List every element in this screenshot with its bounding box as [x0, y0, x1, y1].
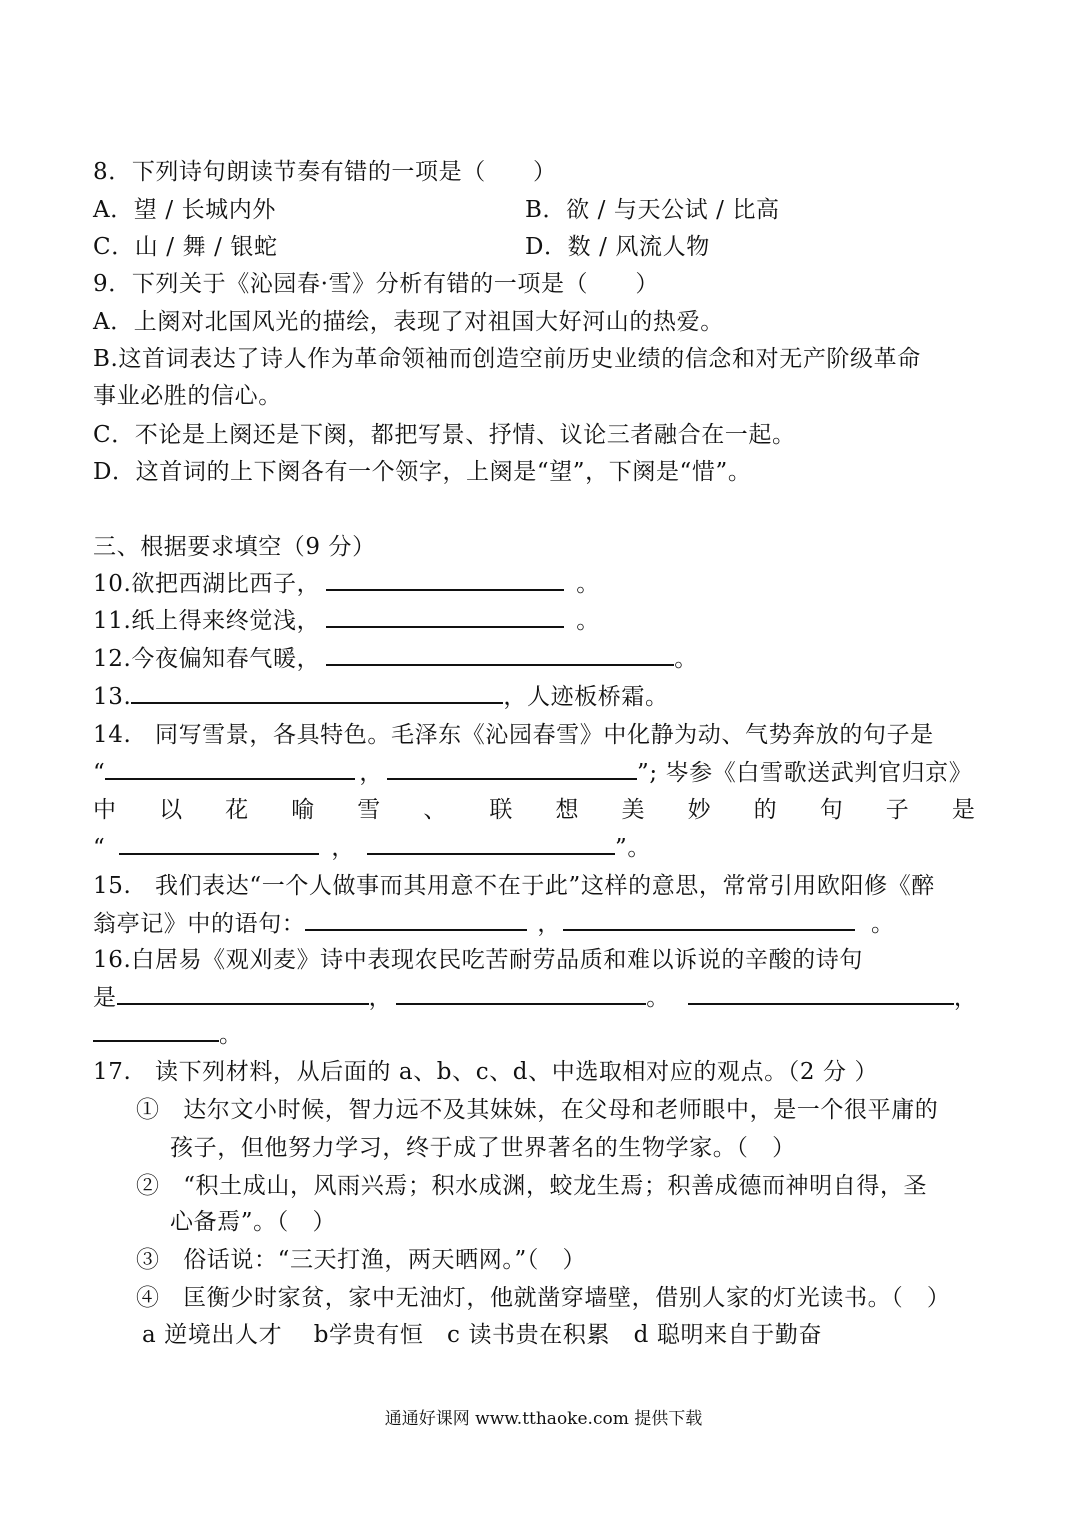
q9-stem: 9．下列关于《沁园春·雪》分析有错的一项是（ ） — [93, 271, 659, 297]
q13-end: ，人迹板桥霜。 — [503, 684, 669, 710]
q14-char: 是 — [951, 797, 975, 823]
q14-char: 以 — [159, 797, 183, 823]
q9-option-d: D．这首词的上下阕各有一个领字，上阕是“望”，下阕是“惜”。 — [93, 459, 752, 485]
q14-char: 花 — [225, 797, 249, 823]
q14-char: 子 — [885, 797, 909, 823]
q8-stem: 8．下列诗句朗读节奏有错的一项是（ ） — [93, 159, 557, 185]
q14-blank-4[interactable] — [367, 835, 615, 855]
q16-blank-3[interactable] — [688, 985, 954, 1005]
q13 — [93, 683, 669, 711]
q14-line4 — [93, 834, 651, 862]
q16-line3 — [93, 1021, 243, 1049]
q13-num: 13. — [93, 684, 132, 710]
q9-option-c: C．不论是上阕还是下阕，都把写景、抒情、议论三者融合在一起。 — [93, 422, 796, 448]
q12 — [93, 645, 698, 673]
q11-end: 。 — [576, 608, 600, 634]
q14-line1: 14. 同写雪景，各具特色。毛泽东《沁园春雪》中化静为动、气势奔放的句子是 — [93, 722, 934, 748]
q14-open-quote: “ — [93, 760, 106, 786]
q11 — [93, 607, 600, 635]
q17-stem: 17. 读下列材料，从后面的 a、b、c、d、中选取相对应的观点。（2 分 ） — [93, 1059, 879, 1085]
q15-line1: 15. 我们表达“一个人做事而其用意不在于此”这样的意思，常常引用欧阳修《醉 — [93, 873, 935, 899]
q14-comma-2: ， — [331, 835, 355, 861]
q16-blank-1[interactable] — [117, 985, 369, 1005]
q14-close-2: ”。 — [614, 835, 651, 861]
q13-blank[interactable] — [131, 684, 503, 704]
q8-option-row-1 — [93, 196, 780, 224]
q17-item-4: ④ 匡衡少时家贫，家中无油灯，他就凿穿墙壁，借别人家的灯光读书。（ ） — [136, 1285, 951, 1311]
q8-option-a: A．望 / 长城内外 — [93, 197, 276, 223]
q14-char: 美 — [621, 797, 645, 823]
q10-text: 10.欲把西湖比西子， — [93, 571, 321, 597]
q15-line2-text: 翁亭记》中的语句： — [93, 911, 306, 937]
q14-char: 喻 — [291, 797, 315, 823]
q8-option-c: C．山 / 舞 / 银蛇 — [93, 234, 278, 260]
page-footer: 通通好课网 www.tthaoke.com 提供下载 — [384, 1409, 703, 1429]
q16-period: 。 — [646, 985, 670, 1011]
q11-text: 11.纸上得来终觉浅， — [93, 608, 321, 634]
q8-option-d: D．数 / 风流人物 — [525, 234, 710, 260]
q14-char: 联 — [489, 797, 513, 823]
q15-end: 。 — [871, 911, 895, 937]
q14-char: 雪 — [357, 797, 381, 823]
q9-option-b-line1: B.这首词表达了诗人作为革命领袖而创造空前历史业绩的信念和对无产阶级革命 — [93, 346, 921, 372]
q14-char: 、 — [423, 797, 447, 823]
q14-blank-3[interactable] — [119, 835, 319, 855]
q14-char: 妙 — [687, 797, 711, 823]
q16-pre: 是 — [93, 985, 117, 1011]
q17-options: a 逆境出人才 b学贵有恒 c 读书贵在积累 d 聪明来自于勤奋 — [142, 1322, 823, 1348]
q17-item-2-line2: 心备焉”。（ ） — [170, 1209, 337, 1235]
section-3-title: 三、根据要求填空（9 分） — [93, 534, 376, 560]
q14-close-mid: ”; 岑参《白雪歌送武判官归京》 — [636, 760, 973, 786]
q14-char: 中 — [93, 797, 116, 823]
q14-line2 — [93, 759, 972, 787]
q15-blank-2[interactable] — [563, 911, 855, 931]
q15-line2 — [93, 910, 895, 938]
q16-comma-2: ， — [953, 985, 978, 1011]
q8-option-row-2 — [93, 233, 710, 261]
q15-blank-1[interactable] — [305, 911, 527, 931]
q12-text: 12.今夜偏知春气暖， — [93, 646, 321, 672]
q10 — [93, 570, 600, 598]
q9-option-b-line2: 事业必胜的信心。 — [93, 383, 282, 409]
q9-option-a: A．上阕对北国风光的描绘，表现了对祖国大好河山的热爱。 — [93, 309, 724, 335]
q16-end: 。 — [219, 1022, 243, 1048]
q16-blank-2[interactable] — [396, 985, 646, 1005]
q11-blank[interactable] — [326, 608, 564, 628]
q10-end: 。 — [576, 571, 600, 597]
q17-item-1-line2: 孩子，但他努力学习，终于成了世界著名的生物学家。（ ） — [170, 1135, 796, 1161]
q16-comma-1: ， — [368, 985, 393, 1011]
q16-blank-4[interactable] — [93, 1022, 219, 1042]
q16-line2 — [93, 984, 977, 1012]
q14-blank-1[interactable] — [105, 760, 355, 780]
q14-open-quote-2: “ — [93, 835, 106, 861]
q16-line1: 16.白居易《观刈麦》诗中表现农民吃苦耐劳品质和难以诉说的辛酸的诗句 — [93, 947, 863, 973]
q14-char: 句 — [819, 797, 843, 823]
q17-item-2-line1: ② “积土成山，风雨兴焉；积水成渊，蛟龙生焉；积善成德而神明自得，圣 — [136, 1173, 928, 1199]
q10-blank[interactable] — [326, 571, 564, 591]
q14-char: 的 — [753, 797, 777, 823]
q14-char: 想 — [555, 797, 579, 823]
q14-line3 — [93, 796, 975, 824]
q15-comma: ， — [537, 911, 562, 937]
q17-item-3: ③ 俗话说：“三天打渔，两天晒网。”（ ） — [136, 1247, 587, 1273]
q12-blank[interactable] — [326, 646, 674, 666]
q14-comma: ， — [359, 760, 383, 786]
q14-blank-2[interactable] — [387, 760, 637, 780]
q8-option-b: B．欲 / 与天公试 / 比高 — [525, 197, 780, 223]
q17-item-1-line1: ① 达尔文小时候，智力远不及其妹妹，在父母和老师眼中，是一个很平庸的 — [136, 1097, 939, 1123]
q12-end: 。 — [674, 646, 698, 672]
